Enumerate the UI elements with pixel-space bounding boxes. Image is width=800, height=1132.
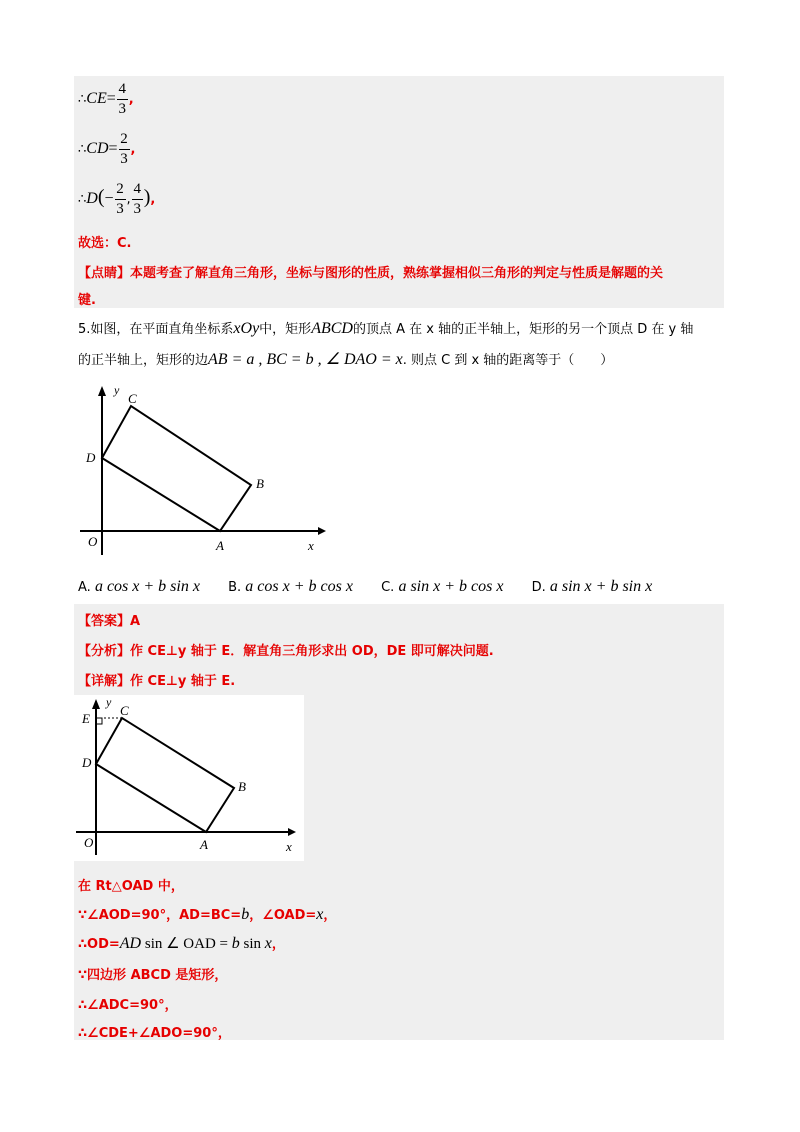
fraction: $\frac{4}{3}$ bbox=[133, 181, 141, 217]
label-b: B bbox=[256, 476, 264, 491]
sol-line-1: 在 Rt△OAD 中， bbox=[78, 879, 184, 894]
label-e: E bbox=[82, 711, 90, 726]
step-point-d: ∴D(− $\frac{2}{3}$ , $\frac{4}{3}$ ), bbox=[78, 181, 156, 217]
label-y: y bbox=[106, 695, 112, 709]
comment-line-1: 【点睛】本题考查了解直角三角形，坐标与图形的性质，熟练掌握相似三角形的判定与性质是解题的关 bbox=[78, 266, 664, 281]
label-o: O bbox=[84, 835, 94, 850]
option-a[interactable]: A. a cos x + b sin x bbox=[78, 578, 200, 595]
fraction: $\frac{2}{3}$ bbox=[116, 181, 124, 217]
sol-line-2: ∵∠AOD=90°，AD=BC=b，∠OAD=x， bbox=[78, 906, 337, 923]
label-o: O bbox=[88, 534, 98, 549]
option-b[interactable]: B. a cos x + b cos x bbox=[228, 578, 353, 595]
sol-line-5: ∴∠ADC=90°， bbox=[78, 998, 178, 1013]
label-d: D bbox=[82, 755, 92, 770]
step-ce: ∴CE= $\frac{4}{3}$ , bbox=[78, 81, 134, 117]
answer-options bbox=[78, 578, 676, 596]
label-b: B bbox=[238, 779, 246, 794]
label-x: x bbox=[308, 538, 314, 553]
question-figure bbox=[78, 380, 338, 560]
label-y: y bbox=[114, 383, 120, 397]
solution-figure bbox=[74, 695, 304, 861]
fraction: $\frac{2}{3}$ bbox=[120, 131, 128, 167]
label-x: x bbox=[286, 839, 292, 854]
sol-line-4: ∵四边形 ABCD 是矩形， bbox=[78, 968, 228, 983]
label-a: A bbox=[200, 837, 208, 852]
label-a: A bbox=[216, 538, 224, 553]
step-cd: ∴CD= $\frac{2}{3}$ , bbox=[78, 131, 136, 167]
sol-line-3: ∴OD=AD sin ∠ OAD = b sin x， bbox=[78, 935, 285, 952]
option-d[interactable]: D. a sin x + b sin x bbox=[531, 578, 653, 595]
question-5-line-1: 5.如图，在平面直角坐标系xOy中，矩形ABCD的顶点 A 在 x 轴的正半轴上，矩形的另一个顶点 D 在 y 轴 bbox=[78, 320, 694, 337]
analysis-line: 【分析】作 CE⊥y 轴于 E．解直角三角形求出 OD，DE 即可解决问题. bbox=[78, 644, 494, 659]
option-c[interactable]: C. a sin x + b cos x bbox=[381, 578, 504, 595]
comment-line-2: 键. bbox=[78, 293, 96, 308]
label-d: D bbox=[86, 450, 96, 465]
choose-answer: 故选：C. bbox=[78, 236, 132, 251]
label-c: C bbox=[128, 391, 137, 406]
answer-line: 【答案】A bbox=[78, 614, 141, 629]
label-c: C bbox=[120, 703, 129, 718]
detail-line: 【详解】作 CE⊥y 轴于 E. bbox=[78, 674, 236, 689]
question-5-line-2: 的正半轴上，矩形的边AB = a , BC = b , ∠ DAO = x. 则点 C 到 x 轴的距离等于（ ） bbox=[78, 351, 614, 368]
fraction: $\frac{4}{3}$ bbox=[118, 81, 127, 117]
sol-line-6: ∴∠CDE+∠ADO=90°， bbox=[78, 1026, 231, 1041]
